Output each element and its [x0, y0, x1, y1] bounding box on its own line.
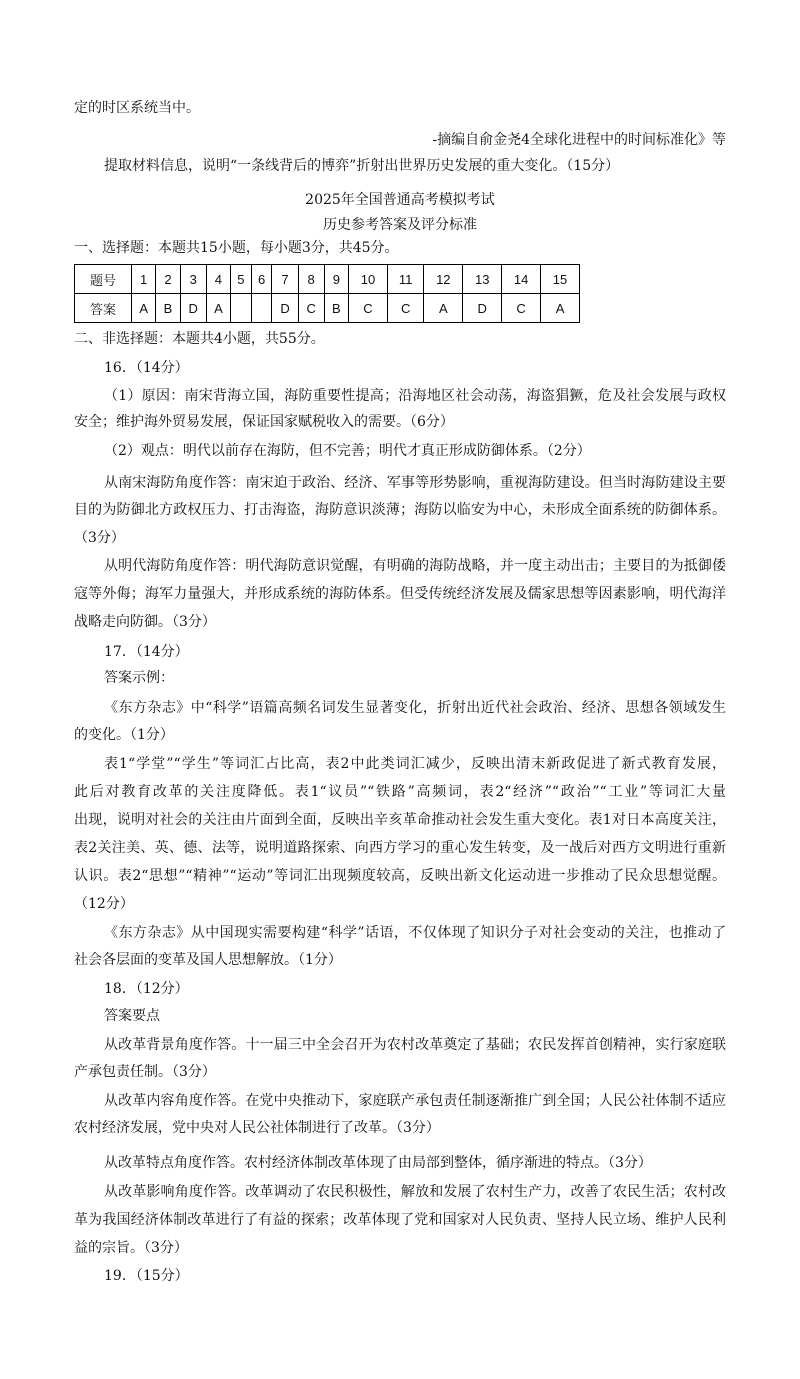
q16-text: （2）观点：明代以前存在海防，但不完善；明代才真正形成防御体系。（2分）	[104, 443, 591, 459]
q18-text: 益的宗旨。（3分）	[74, 1240, 188, 1256]
q17-text: 的变化。（1分）	[74, 727, 174, 743]
q17-text: 认识。表2“思想”“精神”“运动”等词汇出现频度较高，反映出新文化运动进一步推动了民众思想觉醒。	[74, 868, 726, 884]
answer-cell	[231, 294, 252, 323]
answer-cell: D	[180, 294, 206, 323]
q18-text: 从改革内容角度作答。在党中央推动下，家庭联产承包责任制逐渐推广到全国；人民公社体制不适应	[104, 1093, 726, 1109]
section-1-heading: 一、选择题：本题共15小题，每小题3分，共45分。	[74, 240, 399, 256]
answer-table	[74, 264, 580, 323]
q17-text: 社会各层面的变革及国人思想解放。（1分）	[74, 952, 342, 968]
answer-cell: A	[132, 294, 156, 323]
question-number-cell: 5	[231, 265, 252, 294]
intro-line: 定的时区系统当中。	[74, 100, 200, 116]
q17-text: 表1“学堂”“学生”等词汇占比高，表2中此类词汇减少，反映出清末新政促进了新式教育发展，	[104, 756, 726, 772]
q16-text: 从南宋海防角度作答：南宋迫于政治、经济、军事等形势影响，重视海防建设。但当时海防建设主要	[104, 475, 726, 491]
q17-text: 《东方杂志》中“科学”语篇高频名词发生显著变化，折射出近代社会政治、经济、思想各领域发生	[104, 700, 726, 716]
question-number-row	[75, 265, 580, 294]
answer-cell: A	[206, 294, 230, 323]
source-citation: -摘编自俞金尧4全球化进程中的时间标准化》等	[432, 132, 726, 148]
question-number-cell: 11	[387, 265, 423, 294]
question-number-cell: 2	[156, 265, 180, 294]
question-number-cell: 10	[349, 265, 388, 294]
q18-points-label: 答案要点	[104, 1008, 160, 1024]
q17-text: 《东方杂志》从中国现实需要构建“科学”话语，不仅体现了知识分子对社会变动的关注，也推动了	[104, 925, 726, 941]
q18-text: 革为我国经济体制改革进行了有益的探索；改革体现了党和国家对人民负责、坚持人民立场、维护人民利	[74, 1212, 726, 1228]
answer-cell: C	[387, 294, 423, 323]
q18-text: 从改革影响角度作答。改革调动了农民积极性，解放和发展了农村生产力，改善了农民生活；农村改	[104, 1184, 726, 1200]
q16-text: 寇等外侮；海军力量强大，并形成系统的海防体系。但受传统经济发展及儒家思想等因素影响，明代海洋	[74, 586, 726, 602]
question-number-cell: 6	[251, 265, 272, 294]
q18-text: 农村经济发展，党中央对人民公社体制进行了改革。（3分）	[74, 1120, 440, 1136]
answer-cell: C	[298, 294, 324, 323]
question-number-cell: 15	[541, 265, 580, 294]
q16-text: （1）原因：南宋背海立国，海防重要性提高；沿海地区社会动荡，海盗猖獗，危及社会发展与政权	[104, 388, 726, 404]
q18-text: 产承包责任制。（3分）	[74, 1064, 216, 1080]
q17-text: （12分）	[74, 896, 134, 912]
question-number-cell: 13	[463, 265, 502, 294]
answer-cell: A	[424, 294, 463, 323]
q18-title: 18．（12分）	[104, 981, 189, 997]
q16-text: 战略走向防御。（3分）	[74, 614, 216, 630]
question-number-label: 题号	[75, 265, 132, 294]
answer-label: 答案	[75, 294, 132, 323]
question-number-cell: 1	[132, 265, 156, 294]
question-number-cell: 4	[206, 265, 230, 294]
q17-text: 此后对教育改革的关注度降低。表1“议员”“铁路”高频词，表2“经济”“政治”“工业”等词汇大量	[74, 784, 726, 800]
q16-text: 安全；维护海外贸易发展，保证国家赋税收入的需要。（6分）	[74, 414, 454, 430]
answer-cell: A	[541, 294, 580, 323]
answer-row	[75, 294, 580, 323]
question-number-cell: 8	[298, 265, 324, 294]
answer-cell: B	[156, 294, 180, 323]
question-number-cell: 9	[324, 265, 348, 294]
answer-cell: C	[349, 294, 388, 323]
question-prompt: 提取材料信息，说明“一条线背后的博弈”折射出世界历史发展的重大变化。（15分）	[104, 158, 620, 174]
q17-title: 17．（14分）	[104, 644, 189, 660]
q17-text: 出现，说明对社会的关注由片面到全面，反映出辛亥革命推动社会发生重大变化。表1对日本高度关注，	[74, 812, 726, 828]
exam-subtitle: 历史参考答案及评分标准	[323, 217, 477, 233]
question-number-cell: 12	[424, 265, 463, 294]
q18-text: 从改革特点角度作答。农村经济体制改革体现了由局部到整体，循序渐进的特点。（3分）	[104, 1155, 652, 1171]
q16-text: 目的为防御北方政权压力、打击海盗，海防意识淡薄；海防以临安为中心，未形成全面系统的防御体系。	[74, 502, 726, 518]
q16-text: 从明代海防角度作答：明代海防意识觉醒，有明确的海防战略，并一度主动出击；主要目的为抵御倭	[104, 558, 726, 574]
q16-text: （3分）	[74, 530, 125, 546]
q17-example-label: 答案示例：	[104, 670, 174, 686]
q19-title: 19．（15分）	[104, 1268, 189, 1284]
question-number-cell: 3	[180, 265, 206, 294]
answer-cell: C	[502, 294, 541, 323]
exam-title: 2025年全国普通高考模拟考试	[305, 192, 495, 208]
q17-text: 表2关注美、英、德、法等，说明道路探索、向西方学习的重心发生转变，及一战后对西方文明进行重新	[74, 840, 726, 856]
answer-cell: D	[272, 294, 298, 323]
answer-cell: D	[463, 294, 502, 323]
question-number-cell: 14	[502, 265, 541, 294]
answer-cell: B	[324, 294, 348, 323]
q16-title: 16．（14分）	[104, 360, 189, 376]
section-2-heading: 二、非选择题：本题共4小题，共55分。	[74, 331, 325, 347]
q18-text: 从改革背景角度作答。十一届三中全会召开为农村改革奠定了基础；农民发挥首创精神，实行家庭联	[104, 1037, 726, 1053]
question-number-cell: 7	[272, 265, 298, 294]
answer-cell	[251, 294, 272, 323]
